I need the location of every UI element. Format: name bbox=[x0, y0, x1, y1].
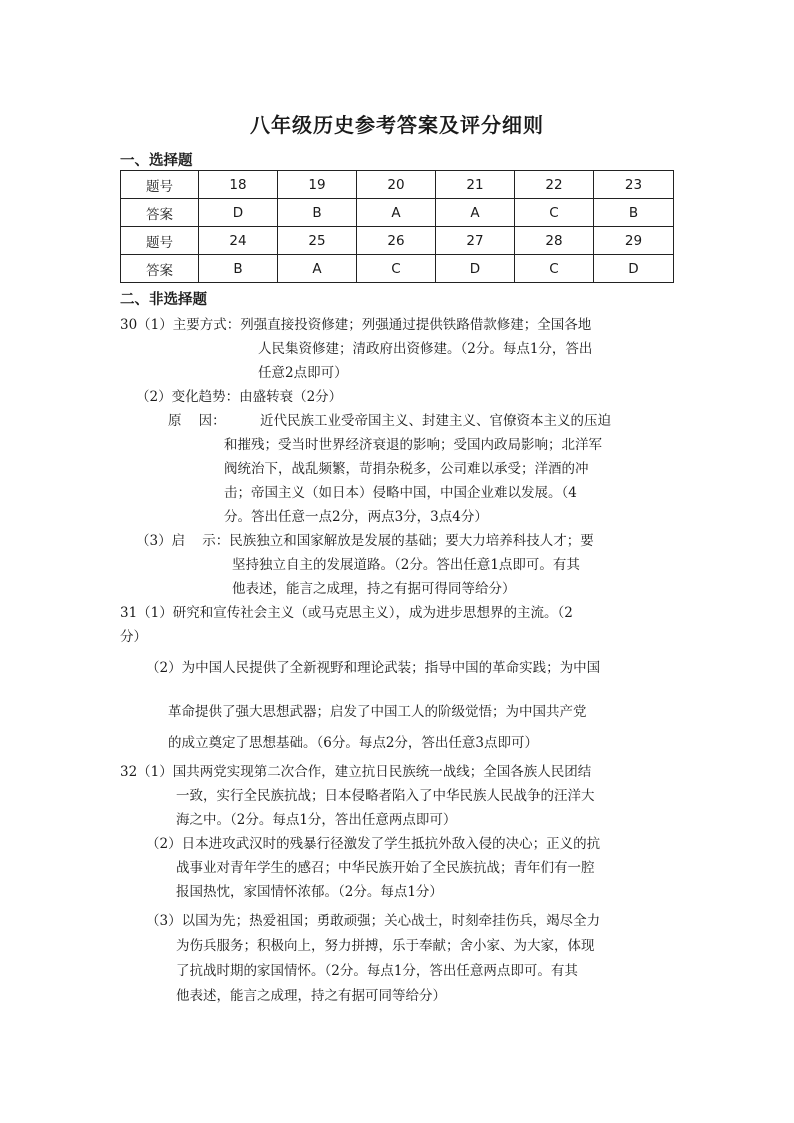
q32-part3-line: 他表述，能言之成理，持之有据可同等给分） bbox=[176, 988, 446, 1004]
q30-part3-line: 他表述，能言之成理，持之有据可得同等给分） bbox=[232, 581, 516, 597]
table-cell: 23 bbox=[594, 171, 674, 199]
row-label: 题号 bbox=[121, 171, 199, 199]
table-cell: B bbox=[594, 199, 674, 227]
table-cell: 27 bbox=[436, 227, 515, 255]
table-cell: 20 bbox=[357, 171, 436, 199]
q31-part1-line: 分） bbox=[120, 629, 147, 645]
section-heading-choice: 一、选择题 bbox=[120, 153, 193, 169]
table-cell: 18 bbox=[199, 171, 278, 199]
table-cell: B bbox=[199, 255, 278, 283]
table-cell: 28 bbox=[515, 227, 594, 255]
row-label: 题号 bbox=[121, 227, 199, 255]
row-label: 答案 bbox=[121, 255, 199, 283]
answer-table bbox=[120, 170, 674, 283]
q32-part1-line: 一致，实行全民族抗战；日本侵略者陷入了中华民族人民战争的汪洋大 bbox=[176, 788, 595, 804]
table-cell: 29 bbox=[594, 227, 674, 255]
q31-part2-line: 的成立奠定了思想基础。（6分。每点2分，答出任意3点即可） bbox=[168, 735, 539, 751]
q32-part2-line: 战事业对青年学生的感召；中华民族开始了全民族抗战；青年们有一腔 bbox=[176, 860, 595, 876]
section-heading-nonchoice: 二、非选择题 bbox=[120, 292, 207, 308]
q30-reason-label: 原 因： bbox=[168, 413, 226, 429]
q32-part2-line: （2）日本进攻武汉时的残暴行径激发了学生抵抗外敌入侵的决心；正义的抗 bbox=[146, 836, 601, 852]
table-row bbox=[121, 171, 674, 199]
table-cell: A bbox=[436, 199, 515, 227]
table-cell: D bbox=[594, 255, 674, 283]
table-cell: C bbox=[515, 255, 594, 283]
q30-reason-line: 击；帝国主义（如日本）侵略中国，中国企业难以发展。（4 bbox=[224, 485, 577, 501]
q30-part1-line: 30（1）主要方式：列强直接投资修建；列强通过提供铁路借款修建；全国各地 bbox=[120, 317, 592, 333]
q30-reason-line: 近代民族工业受帝国主义、封建主义、官僚资本主义的压迫 bbox=[260, 413, 611, 429]
table-cell: D bbox=[436, 255, 515, 283]
q31-part2-line: （2）为中国人民提供了全新视野和理论武装；指导中国的革命实践；为中国 bbox=[146, 660, 601, 676]
table-cell: B bbox=[278, 199, 357, 227]
table-row bbox=[121, 199, 674, 227]
table-cell: A bbox=[357, 199, 436, 227]
q30-reason-line: 阀统治下，战乱频繁，苛捐杂税多，公司难以承受；洋酒的冲 bbox=[224, 461, 589, 477]
q30-part3-line: （3）启 示：民族独立和国家解放是发展的基础；要大力培养科技人才；要 bbox=[136, 533, 594, 549]
table-cell: 22 bbox=[515, 171, 594, 199]
q32-part3-line: 为伤兵服务；积极向上，努力拼搏，乐于奉献；舍小家、为大家，体现 bbox=[176, 938, 595, 954]
q30-reason-line: 和摧残；受当时世界经济衰退的影响；受国内政局影响；北洋军 bbox=[224, 437, 602, 453]
q30-part1-line: 任意2点即可） bbox=[258, 365, 348, 381]
table-row bbox=[121, 227, 674, 255]
q32-part3-line: 了抗战时期的家国情怀。（2分。每点1分，答出任意两点即可。有其 bbox=[176, 963, 578, 979]
row-label: 答案 bbox=[121, 199, 199, 227]
table-row bbox=[121, 255, 674, 283]
q32-part1-line: 32（1）国共两党实现第二次合作，建立抗日民族统一战线；全国各族人民团结 bbox=[120, 764, 592, 780]
table-cell: C bbox=[515, 199, 594, 227]
q31-part1-line: 31（1）研究和宣传社会主义（或马克思主义），成为进步思想界的主流。（2 bbox=[120, 605, 573, 621]
q31-part2-line: 革命提供了强大思想武器；启发了中国工人的阶级觉悟；为中国共产党 bbox=[168, 704, 587, 720]
page-title: 八年级历史参考答案及评分细则 bbox=[250, 113, 544, 137]
table-cell: C bbox=[357, 255, 436, 283]
table-cell: 24 bbox=[199, 227, 278, 255]
table-cell: 21 bbox=[436, 171, 515, 199]
table-cell: 19 bbox=[278, 171, 357, 199]
q30-part1-line: 人民集资修建；清政府出资修建。（2分。每点1分，答出 bbox=[258, 341, 593, 357]
q30-part3-line: 坚持独立自主的发展道路。（2分。答出任意1点即可。有其 bbox=[232, 557, 580, 573]
q32-part1-line: 海之中。（2分。每点1分，答出任意两点即可） bbox=[176, 812, 457, 828]
q30-part2-heading: （2）变化趋势：由盛转衰（2分） bbox=[136, 389, 343, 405]
table-cell: 26 bbox=[357, 227, 436, 255]
q32-part3-line: （3）以国为先；热爱祖国；勇敢顽强；关心战士，时刻牵挂伤兵，竭尽全力 bbox=[146, 913, 601, 929]
table-cell: D bbox=[199, 199, 278, 227]
table-cell: 25 bbox=[278, 227, 357, 255]
q32-part2-line: 报国热忱，家国情怀浓郁。（2分。每点1分） bbox=[176, 884, 443, 900]
q30-reason-line: 分。答出任意一点2分，两点3分，3点4分） bbox=[224, 509, 488, 525]
table-cell: A bbox=[278, 255, 357, 283]
